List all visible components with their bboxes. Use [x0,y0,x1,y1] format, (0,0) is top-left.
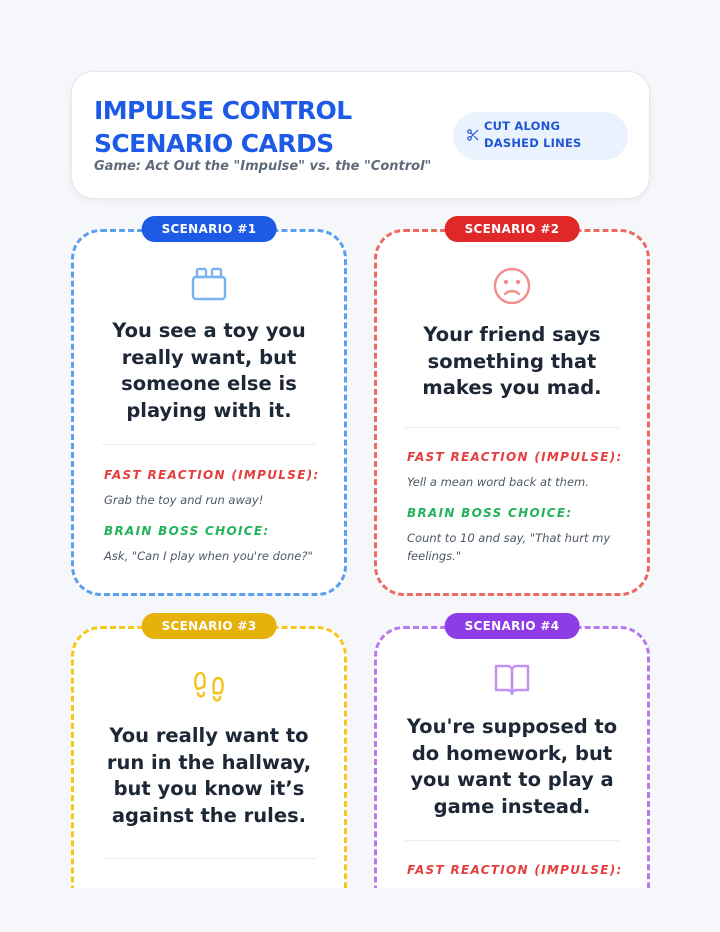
scissors-icon [466,128,480,142]
brain-boss-label: BRAIN BOSS CHOICE: [407,506,573,520]
page-title: IMPULSE CONTROL SCENARIO CARDS [94,96,352,158]
scenario-badge: SCENARIO #2 [445,216,580,242]
fast-reaction-text: Grab the toy and run away! [104,493,264,507]
open-book-icon [492,659,532,699]
cut-instruction-text: CUT ALONG DASHED LINES [484,119,582,150]
page-subtitle: Game: Act Out the "Impulse" vs. the "Control" [94,159,432,174]
scenario-card-3 [71,619,347,926]
scenario-badge: SCENARIO #4 [445,613,580,639]
scenario-text: You see a toy you really want, but someone else is playing with it. [112,319,306,422]
scenario-card-2 [374,222,650,596]
card-divider [405,427,619,428]
fast-reaction-label: FAST REACTION (IMPULSE): [407,863,623,877]
scenario-card-1 [71,222,347,596]
brain-boss-text: Count to 10 and say, "That hurt my feelings." [407,531,611,563]
card-divider [405,840,619,841]
sad-face-icon [492,266,532,306]
scenario-text: You're supposed to do homework, but you want to play a game instead. [406,715,618,818]
page-bottom-cutoff [0,888,720,932]
header-card [71,71,650,199]
brain-boss-label: BRAIN BOSS CHOICE: [104,524,270,538]
scenario-text: You really want to run in the hallway, but you know it’s against the rules. [106,724,312,827]
footprints-icon [189,667,229,707]
fast-reaction-label: FAST REACTION (IMPULSE): [104,468,320,482]
scenario-badge: SCENARIO #1 [142,216,277,242]
scenario-text: Your friend says something that makes you mad. [422,323,602,399]
toy-block-icon [189,264,229,304]
scenario-card-4 [374,619,650,926]
card-divider [102,444,316,445]
cut-instruction-pill [453,112,628,160]
scenario-badge: SCENARIO #3 [142,613,277,639]
fast-reaction-label: FAST REACTION (IMPULSE): [407,450,623,464]
fast-reaction-text: Yell a mean word back at them. [407,475,589,489]
card-divider [102,858,316,859]
brain-boss-text: Ask, "Can I play when you're done?" [104,549,313,563]
